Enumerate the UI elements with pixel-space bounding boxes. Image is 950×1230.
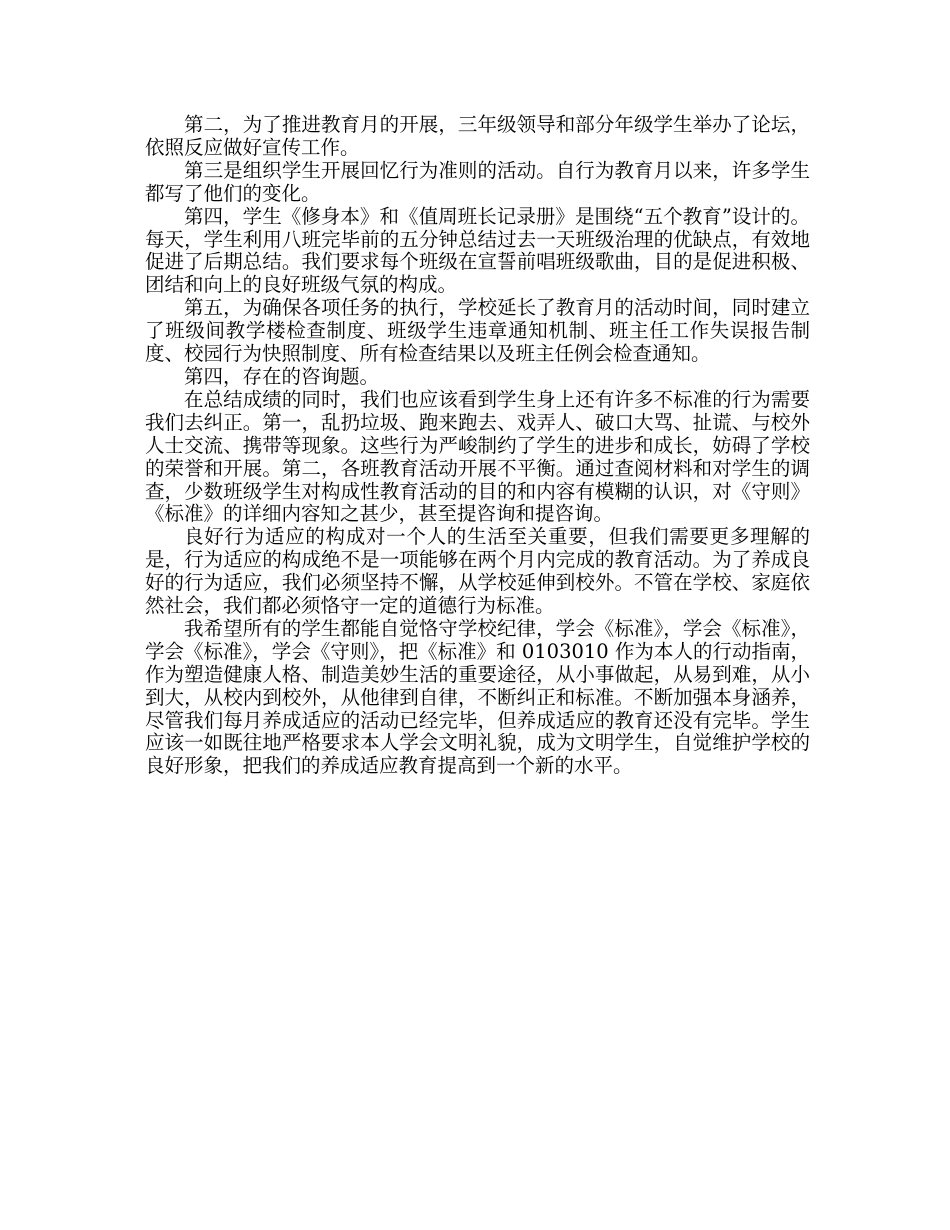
paragraph-behavior-habits: 良好行为适应的构成对一个人的生活至关重要，但我们需要更多理解的是，行为适应的构成绝不是一项能够在两个月内完成的教育活动。为了养成良好的行为适应，我们必须坚持不懈，从学校延伸到校外。不管在学校、家庭依然社会，我们都必须恪守一定的道德行为标准。 [145,525,810,618]
paragraph-problems-heading: 第四，存在的咨询题。 [184,364,380,388]
paragraph-task-execution: 第五，为确保各项任务的执行，学校延长了教育月的活动时间，同时建立了班级间教学楼检查制度、班级学生违章通知机制、班主任工作失误报告制度、校园行为快照制度、所有检查结果以及班主任例会检查通知。 [145,296,810,366]
paragraph-promotion-forum: 第二，为了推进教育月的开展，三年级领导和部分年级学生举办了论坛，依照反应做好宣传工作。 [145,113,810,159]
paragraph-self-cultivation-book: 第四，学生《修身本》和《值周班长记录册》是围绕“五个教育”设计的。每天，学生利用八班完毕前的五分钟总结过去一天班级治理的优缺点，有效地促进了后期总结。我们要求每个班级在宣誓前唱班级歌曲，目的是促进积极、团结和向上的良好班级气氛的构成。 [145,204,810,297]
paragraph-closing-hope: 我希望所有的学生都能自觉恪守学校纪律，学会《标准》，学会《标准》，学会《标准》，学会《守则》，把《标准》和 0103010 作为本人的行动指南，作为塑造健康人格、制造美妙生活的重要途径，从小事做起，从易到难，从小到大，从校内到校外，从他律到自律，不断纠正和标准。不断加强本身涵养，尽管我们每月养成适应的活动已经完毕，但养成适应的教育还没有完毕。学生应该一如既往地严格要求本人学会文明礼貌，成为文明学生，自觉维护学校的良好形象，把我们的养成适应教育提高到一个新的水平。 [145,616,810,778]
document-body [145,114,810,778]
paragraph-problems-detail: 在总结成绩的同时，我们也应该看到学生身上还有许多不标准的行为需要我们去纠正。第一，乱扔垃圾、跑来跑去、戏弄人、破口大骂、扯谎、与校外人士交流、携带等现象。这些行为严峻制约了学生的进步和成长，妨碍了学校的荣誉和开展。第二，各班教育活动开展不平衡。通过查阅材料和对学生的调查，少数班级学生对构成性教育活动的目的和内容有模糊的认识，对《守则》 《标准》的详细内容知之甚少，甚至提咨询和提咨询。 [145,387,810,526]
paragraph-recall-activity: 第三是组织学生开展回忆行为准则的活动。自行为教育月以来，许多学生都写了他们的变化。 [145,158,810,205]
